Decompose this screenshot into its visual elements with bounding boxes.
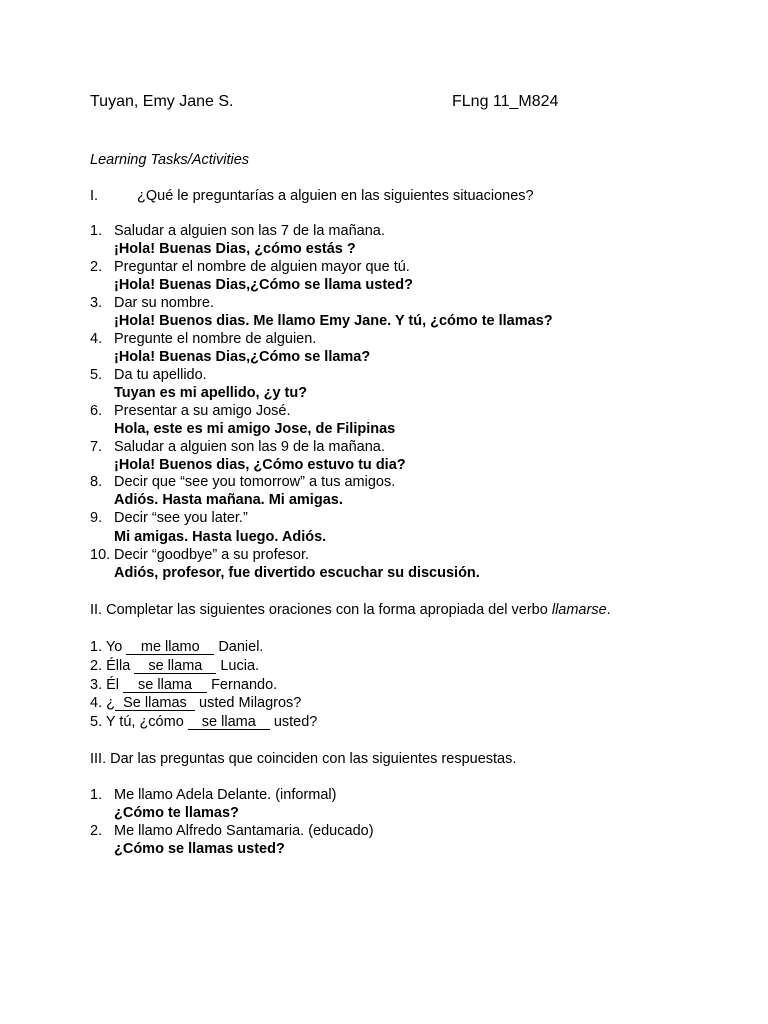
item-answer: Hola, este es mi amigo Jose, de Filipinas — [114, 421, 396, 437]
item-prompt: Preguntar el nombre de alguien mayor que tú. — [114, 259, 410, 275]
item-number: 2. — [90, 823, 103, 839]
fill-sentence: 4. ¿ Se llamas usted Milagros? — [90, 695, 302, 711]
item-answer: Tuyan es mi apellido, ¿y tu? — [114, 385, 308, 401]
item-prompt: Saludar a alguien son las 7 de la mañana. — [114, 223, 385, 239]
item-number: 6. — [90, 403, 103, 419]
fill-blank: se llama — [123, 678, 207, 693]
item-number: 2. — [90, 259, 103, 275]
item-prompt: Dar su nombre. — [114, 295, 214, 311]
fill-sentence: 1. Yo me llamo Daniel. — [90, 639, 264, 655]
section-1-instruction: ¿Qué le preguntarías a alguien en las siguientes situaciones? — [137, 188, 534, 204]
item-prompt: Decir “goodbye” a su profesor. — [114, 547, 310, 563]
item-answer: ¡Hola! Buenas Dias, ¿cómo estás ? — [114, 241, 356, 257]
item-answer: Mi amigas. Hasta luego. Adiós. — [114, 529, 327, 545]
item-number: 1. — [90, 223, 103, 239]
item-answer: ¡Hola! Buenos dias. Me llamo Emy Jane. Y tú, ¿cómo te llamas? — [114, 313, 553, 329]
item-prompt: Me llamo Alfredo Santamaria. (educado) — [114, 823, 374, 839]
item-number: 9. — [90, 510, 103, 526]
item-number: 3. — [90, 295, 103, 311]
item-prompt: Saludar a alguien son las 9 de la mañana. — [114, 439, 385, 455]
item-number: 7. — [90, 439, 103, 455]
item-answer: ¿Cómo se llamas usted? — [114, 841, 285, 857]
fill-blank: me llamo — [126, 640, 214, 655]
item-answer: ¡Hola! Buenas Dias,¿Cómo se llama? — [114, 349, 371, 365]
fill-sentence: 5. Y tú, ¿cómo se llama usted? — [90, 714, 318, 730]
fill-sentence: 3. Él se llama Fernando. — [90, 677, 278, 693]
section-1-numeral: I. — [90, 188, 99, 204]
section-3-instruction: III. Dar las preguntas que coinciden con las siguientes respuestas. — [90, 751, 517, 767]
item-prompt: Me llamo Adela Delante. (informal) — [114, 787, 337, 803]
item-number: 1. — [90, 787, 103, 803]
item-answer: ¡Hola! Buenas Dias,¿Cómo se llama usted? — [114, 277, 413, 293]
item-answer: Adiós, profesor, fue divertido escuchar su discusión. — [114, 565, 480, 581]
item-prompt: Decir que “see you tomorrow” a tus amigos. — [114, 474, 396, 490]
section-2-instruction: II. Completar las siguientes oraciones con la forma apropiada del verbo llamarse. — [90, 602, 611, 618]
item-prompt: Da tu apellido. — [114, 367, 207, 383]
item-number: 8. — [90, 474, 103, 490]
fill-blank: se llama — [188, 715, 270, 730]
item-number: 4. — [90, 331, 103, 347]
item-number: 10. — [90, 547, 111, 563]
course-code: FLng 11_M824 — [452, 93, 559, 110]
item-answer: Adiós. Hasta mañana. Mi amigas. — [114, 492, 343, 508]
item-answer: ¿Cómo te llamas? — [114, 805, 239, 821]
student-name: Tuyan, Emy Jane S. — [90, 93, 234, 110]
fill-blank: Se llamas — [115, 696, 195, 711]
item-number: 5. — [90, 367, 103, 383]
item-prompt: Pregunte el nombre de alguien. — [114, 331, 317, 347]
item-prompt: Decir “see you later.” — [114, 510, 248, 526]
subtitle: Learning Tasks/Activities — [90, 152, 250, 168]
fill-sentence: 2. Élla se llama Lucia. — [90, 658, 260, 674]
fill-blank: se llama — [134, 659, 216, 674]
item-prompt: Presentar a su amigo José. — [114, 403, 291, 419]
item-answer: ¡Hola! Buenos dias, ¿Cómo estuvo tu dia? — [114, 457, 406, 473]
